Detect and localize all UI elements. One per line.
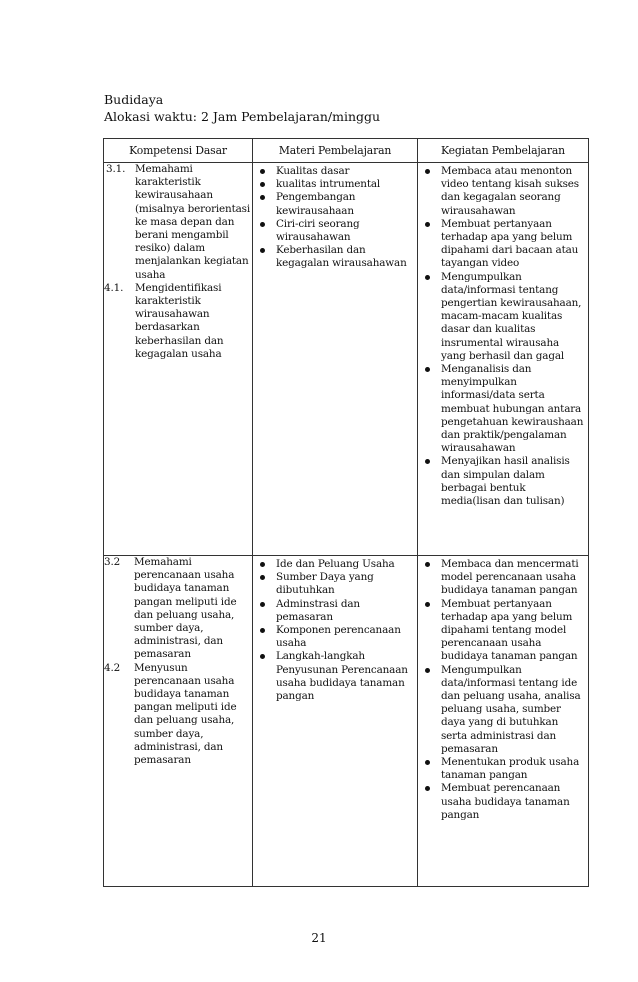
kd-item <box>104 662 252 768</box>
list-item: Langkah-langkah Penyusunan Perencanaan usaha budidaya tanaman pangan <box>259 650 415 703</box>
kd-cell <box>104 163 253 556</box>
materi-cell <box>253 556 418 887</box>
kd-text: Mengidentifikasi karakteristik wirausahawan berdasarkan keberhasilan dan kegagalan usaha <box>135 281 224 360</box>
list-item: kualitas intrumental <box>259 178 415 191</box>
kd-item <box>104 556 252 662</box>
list-item: Ide dan Peluang Usaha <box>259 558 415 571</box>
kd-text: Menyusun perencanaan usaha budidaya tanaman pangan meliputi ide dan peluang usaha, sumber daya, administrasi, dan pemasaran <box>134 661 237 767</box>
list-item: Ciri-ciri seorang wirausahawan <box>259 218 415 244</box>
list-item: Mengumpulkan data/informasi tentang ide dan peluang usaha, analisa peluang usaha, sumber daya yang di butuhkan serta administrasi dan pemasaran <box>424 664 586 756</box>
list-item: Membuat pertanyaan terhadap apa yang belum dipahami dari bacaan atau tayangan video <box>424 218 586 271</box>
kegiatan-cell <box>418 556 589 887</box>
list-item: Sumber Daya yang dibutuhkan <box>259 571 415 597</box>
kegiatan-cell <box>418 163 589 556</box>
time-allocation: Alokasi waktu: 2 Jam Pembelajaran/minggu <box>104 109 381 124</box>
kd-item <box>104 282 252 361</box>
section-title: Budidaya <box>104 92 164 107</box>
kd-text: Memahami karakteristik kewirausahaan (misalnya berorientasi ke masa depan dan berani mengambil resiko) dalam menjalankan kegiatan usaha <box>135 163 251 281</box>
header-kompetensi: Kompetensi Dasar <box>104 139 253 163</box>
list-item: Membuat perencanaan usaha budidaya tanaman pangan <box>424 782 586 822</box>
header-materi: Materi Pembelajaran <box>253 139 418 163</box>
list-item: Keberhasilan dan kegagalan wirausahawan <box>259 244 415 270</box>
table-row <box>104 556 589 887</box>
list-item: Pengembangan kewirausahaan <box>259 191 415 217</box>
kd-number: 4.1. <box>104 281 124 294</box>
list-item: Membaca atau menonton video tentang kisah sukses dan kegagalan seorang wirausahawan <box>424 165 586 218</box>
list-item: Menganalisis dan menyimpulkan informasi/data serta membuat hubungan antara pengetahuan kewiraushaan dan praktik/pengalaman wirausahawan <box>424 363 586 455</box>
kd-number: 3.2 <box>104 556 121 568</box>
list-item: Membaca dan mencermati model perencanaan usaha budidaya tanaman pangan <box>424 558 586 598</box>
list-item: Membuat pertanyaan terhadap apa yang belum dipahami tentang model perencanaan usaha budidaya tanaman pangan <box>424 598 586 664</box>
kd-number: 3.1. <box>106 163 126 175</box>
table-row <box>104 163 589 556</box>
materi-cell <box>253 163 418 556</box>
kd-item <box>104 163 252 282</box>
table-header-row <box>104 139 589 163</box>
list-item: Kualitas dasar <box>259 165 415 178</box>
kd-cell <box>104 556 253 887</box>
list-item: Komponen perencanaan usaha <box>259 624 415 650</box>
list-item: Adminstrasi dan pemasaran <box>259 598 415 624</box>
list-item: Menentukan produk usaha tanaman pangan <box>424 756 586 782</box>
learning-table <box>103 138 589 887</box>
header-kegiatan: Kegiatan Pembelajaran <box>418 139 589 163</box>
page-number: 21 <box>311 931 327 945</box>
kd-number: 4.2 <box>104 661 121 674</box>
list-item: Menyajikan hasil analisis dan simpulan dalam berbagai bentuk media(lisan dan tulisan) <box>424 455 586 508</box>
list-item: Mengumpulkan data/informasi tentang pengertian kewirausahaan, macam-macam kualitas dasar dan kualitas insrumental wirausaha yang berhasil dan gagal <box>424 271 586 363</box>
kd-text: Memahami perencanaan usaha budidaya tanaman pangan meliputi ide dan peluang usaha, sumber daya, administrasi, dan pemasaran <box>134 556 237 661</box>
